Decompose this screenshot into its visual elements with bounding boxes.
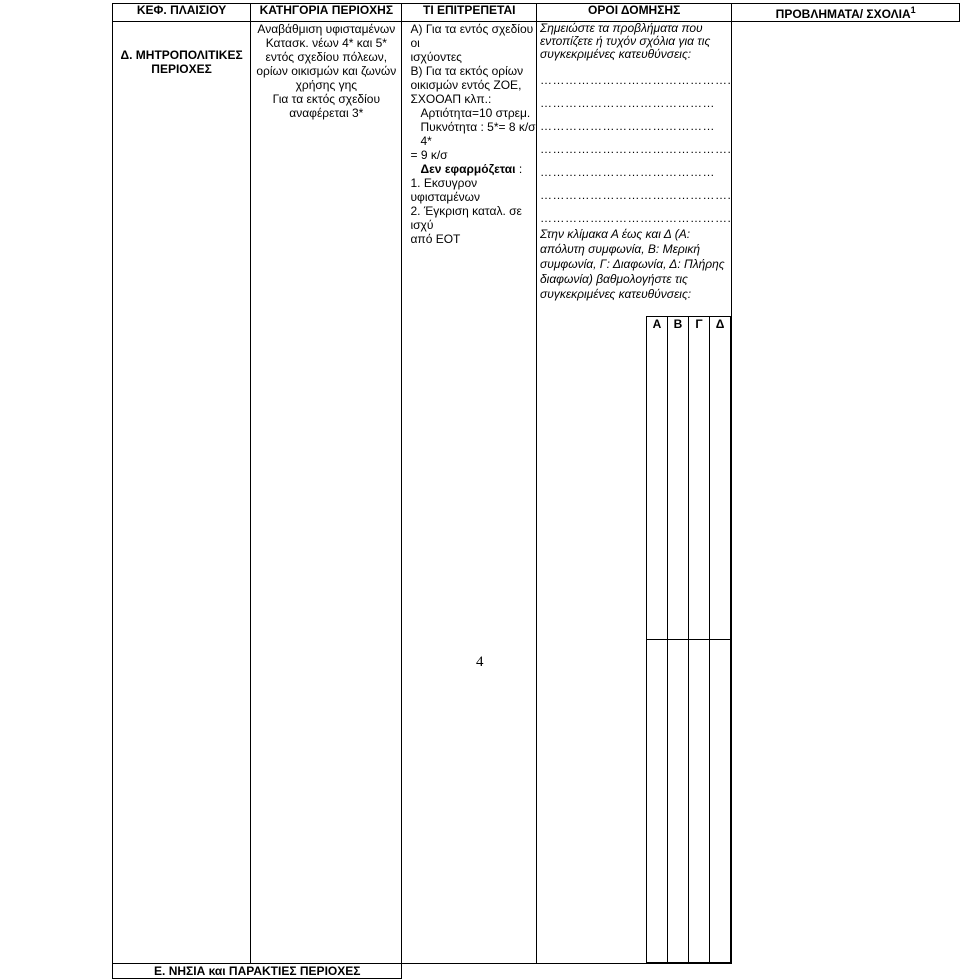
terms-line: Πυκνότητα : 5*= 8 κ/σ 4* [420,120,536,148]
terms-line: Α) Για τα εντός σχεδίου οι [410,22,534,50]
rating-label-c: Γ [689,317,710,640]
comment-line[interactable]: …………………………………… [540,119,715,133]
rating-box-a[interactable] [647,640,668,963]
permitted-line: εντός σχεδίου πόλεων, [265,50,388,64]
comment-line[interactable]: …………………………………… [540,96,715,110]
terms-line: 2. Έγκριση καταλ. σε ισχύ [410,204,522,232]
permitted-line: Αναβάθμιση υφισταμένων [257,22,396,36]
comment-line[interactable]: ………………………………………. [540,73,732,87]
terms-line-not-applicable [410,162,536,176]
header-building-terms: ΟΡΟΙ ΔΟΜΗΣΗΣ [537,4,732,22]
category-cell-metropolitan [113,22,251,964]
rating-scale-table [646,316,731,963]
rating-scale-labels [647,317,731,640]
table-row-metropolitan [113,22,960,964]
permitted-line: ορίων οικισμών και ζωνών [256,64,397,78]
comments-prompt: Σημειώστε τα προβλήματα που εντοπίζετε ή τυχόν σχόλια για τις συγκεκριμένες κατευθύνσεις: [540,21,711,61]
terms-line: 1. Εκσυγρον υφισταμένων [410,176,481,204]
terms-line: = 9 κ/σ [410,148,448,162]
header-row [113,4,960,22]
rating-instructions: Στην κλίμακα Α έως και Δ (Α: απόλυτη συμφωνία, Β: Μερική συμφωνία, Γ: Διαφωνία, Δ: Πλήρης διαφωνία) βαθμολογήστε τις συγκεκριμένες κατευθύνσεις: [540,227,725,301]
terms-line: ισχύοντες [410,50,462,64]
footnote-marker: 1 [910,5,916,15]
header-framework-chapter: ΚΕΦ. ΠΛΑΙΣΙΟΥ [113,4,251,22]
page-number: 4 [476,654,484,670]
rating-scale-boxes [647,640,731,963]
rating-box-b[interactable] [668,640,689,963]
rating-label-b: Β [668,317,689,640]
rating-label-d: Δ [710,317,731,640]
table-row-islands [113,964,960,979]
comment-line[interactable]: ………………………………………. [540,211,732,225]
header-problems-comments-text: ΠΡΟΒΛΗΜΑΤΑ/ ΣΧΟΛΙΑ [775,7,911,21]
permitted-line: Κατασκ. νέων 4* και 5* [265,36,387,50]
comment-line[interactable]: ………………………………………. [540,142,732,156]
header-problems-comments [732,4,960,22]
terms-line: ΣΧΟΟΑΠ κλπ.: [410,92,492,106]
permitted-line: αναφέρεται 3* [289,106,364,120]
regulations-table [112,3,960,979]
not-applicable-colon: : [515,162,523,176]
header-area-category: ΚΑΤΗΓΟΡΙΑ ΠΕΡΙΟΧΗΣ [251,4,402,22]
rating-box-c[interactable] [689,640,710,963]
not-applicable-label: Δεν εφαρμόζεται [420,162,516,176]
permitted-cell [251,22,402,964]
permitted-line: χρήσης γης [295,78,358,92]
header-permitted: ΤΙ ΕΠΙΤΡΕΠΕΤΑΙ [402,4,537,22]
comment-line[interactable]: …………………………………… [540,165,715,179]
comment-line[interactable]: ………………………………………. [540,188,732,202]
terms-line: Αρτιότητα=10 στρεμ. [420,106,531,120]
comments-cell[interactable] [537,22,732,964]
category-line: Δ. ΜΗΤΡΟΠΟΛΙΤΙΚΕΣ [120,48,243,62]
rating-box-d[interactable] [710,640,731,963]
category-cell-islands: Ε. ΝΗΣΙΑ και ΠΑΡΑΚΤΙΕΣ ΠΕΡΙΟΧΕΣ [113,964,402,979]
permitted-line: Για τα εκτός σχεδίου [272,92,381,106]
terms-line: από ΕΟΤ [410,232,461,246]
building-terms-cell [402,22,537,964]
terms-line: Β) Για τα εκτός ορίων [410,64,524,78]
category-line: ΠΕΡΙΟΧΕΣ [151,62,212,76]
terms-line: οικισμών εντός ΖΟΕ, [410,78,522,92]
rating-label-a: Α [647,317,668,640]
